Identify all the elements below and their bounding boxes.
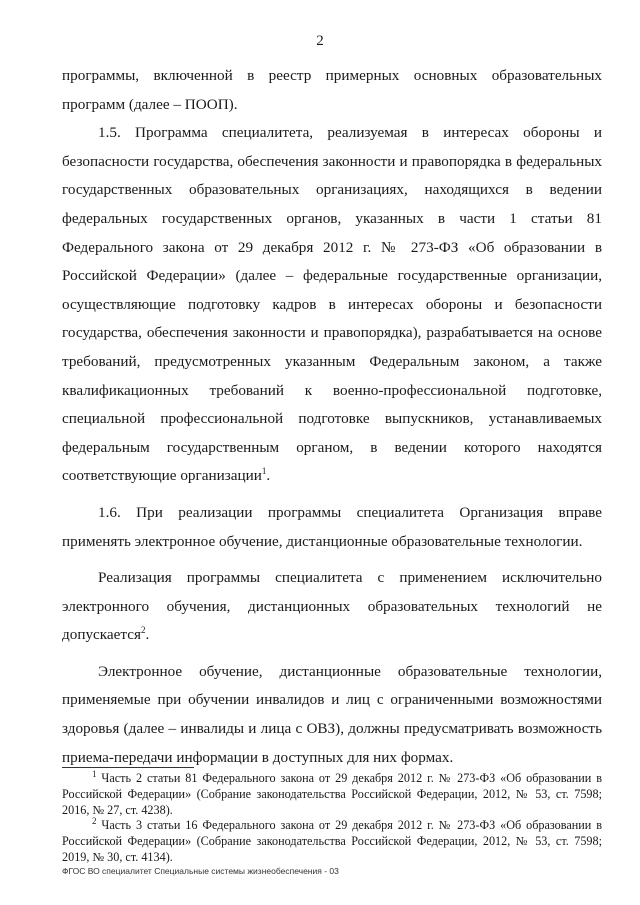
footnote-marker: 2 xyxy=(92,816,97,827)
document-footer: ФГОС ВО специалитет Специальные системы жизнеобеспечения - 03 xyxy=(62,866,339,876)
footnote-ref[interactable]: 2 xyxy=(140,625,146,636)
footnote-separator xyxy=(62,767,194,768)
document-body xyxy=(62,62,602,772)
footnote-2 xyxy=(62,818,602,865)
paragraph-text: 1.5. Программа специалитета, реализуемая в интересах обороны и безопасности государства, обеспечения законности и правопорядка в федеральных государственных образовательных организациях, находящихся в ведении федеральных государственных органов, указанных в части 1 статьи 81 Федерального закона от 29 декабря 2012 г. № 273-ФЗ «Об образовании в Российской Федерации» (далее – федеральные государственные организации, осуществляющие подготовку кадров в интересах обороны и безопасности государства, обеспечения законности и правопорядка), разрабатывается на основе требований, предусмотренных указанным Федеральным законом, а также квалификационных требований к военно-профессиональной подготовке, специальной профессиональной подготовке выпускников, устанавливаемых федеральным государственным органом, в ведении которого находятся соответствующие организации xyxy=(62,124,602,485)
footnote-text: Часть 2 статьи 81 Федерального закона от 29 декабря 2012 г. № 273-ФЗ «Об образовании в Российской Федерации» (Собрание законодательства Российской Федерации, 2012, № 53, ст. 7598; 2016, № 27, ст. 4238). xyxy=(62,771,602,817)
paragraph-ovz xyxy=(62,658,602,772)
footnote-text: Часть 3 статьи 16 Федерального закона от 29 декабря 2012 г. № 273-ФЗ «Об образовании в Российской Федерации» (Собрание законодательства Российской Федерации, 2012, № 53, ст. 7598; 2019, № 30, ст. 4134). xyxy=(62,818,602,864)
footnote-ref[interactable]: 1 xyxy=(261,466,267,477)
footnote-1 xyxy=(62,768,602,818)
paragraph-distance-learning: Реализация программы специалитета с применением исключительно электронного обучения, дистанционных образовательных технологий не допускается$^2$. xyxy=(62,569,602,644)
footnotes xyxy=(62,768,602,866)
paragraph-continuation xyxy=(62,62,602,119)
page-number: 2 xyxy=(316,33,324,49)
paragraph-text: 1.6. При реализации программы специалитета Организация вправе применять электронное обучение, дистанционные образовательные технологии. xyxy=(62,503,602,550)
paragraph-text: программы, включенной в реестр примерных основных образовательных программ (далее – ПООП). xyxy=(62,67,602,113)
paragraph-text: Электронное обучение, дистанционные образовательные технологии, применяемые при обучении инвалидов и лиц с ограниченными возможностями здоровья (далее – инвалиды и лица с ОВЗ), должны предусматривать возможность приема-передачи информации в доступных для них формах. xyxy=(62,662,602,766)
paragraph-1-6 xyxy=(62,499,602,556)
footnote-marker: 1 xyxy=(92,768,97,779)
paragraph-text: Реализация программы специалитета с применением исключительно электронного обучения, дистанционных образовательных технологий не допускается xyxy=(62,569,602,644)
paragraph-1-5: 1.5. Программа специалитета, реализуемая в интересах обороны и безопасности государства, обеспечения законности и правопорядка в федеральных государственных образовательных организациях, находящихся в ведении федеральных государственных органов, указанных в части 1 статьи 81 Федерального закона от 29 декабря 2012 г. № 273-ФЗ «Об образовании в Российской Федерации» (далее – федеральные государственные организации, осуществляющие подготовку кадров в интересах обороны и безопасности государства, обеспечения законности и правопорядка), разрабатывается на основе требований, предусмотренных указанным Федеральным законом, а также квалификационных требований к военно-профессиональной подготовке, специальной профессиональной подготовке выпускников, устанавливаемых федеральным государственным органом, в ведении которого находятся соответствующие организации$^1$. xyxy=(62,124,602,485)
